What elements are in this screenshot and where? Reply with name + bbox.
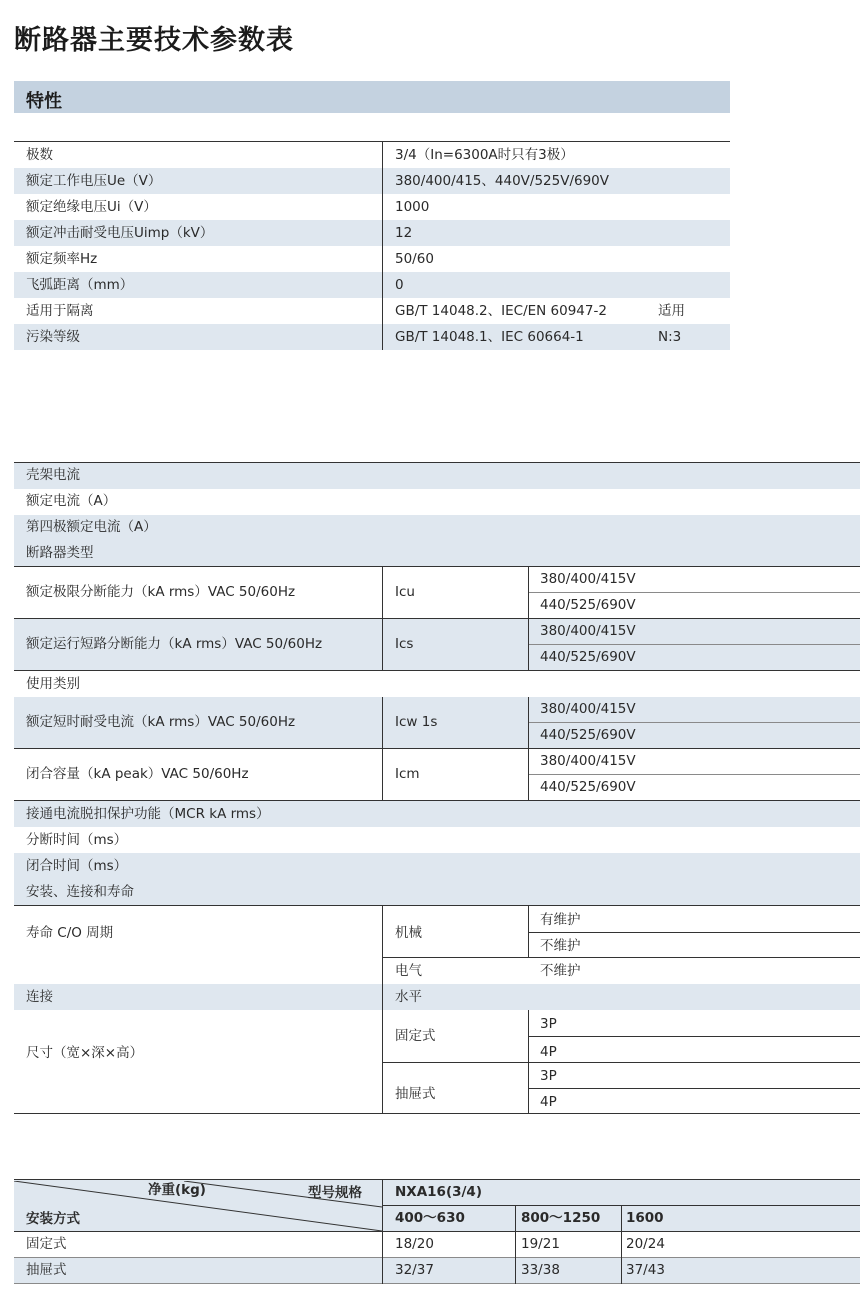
range-2: 800～1250	[521, 1210, 601, 1226]
section-header-band	[14, 81, 730, 113]
spec-label: 额定工作电压Ue（V）	[26, 173, 162, 189]
model-spec-label: 型号规格	[308, 1185, 362, 1201]
icw-voltage-b: 440/525/690V	[540, 727, 636, 743]
electrical-no-maintenance: 不维护	[540, 963, 581, 979]
usage-category-label: 使用类别	[26, 676, 80, 692]
drawout-weight-1: 32/37	[395, 1262, 434, 1278]
section-title: 特性	[26, 91, 62, 112]
fixed-weight-2: 19/21	[521, 1236, 560, 1252]
fixed-weight-3: 20/24	[626, 1236, 665, 1252]
icw-code: Icw 1s	[395, 714, 438, 730]
spec-value: 50/60	[395, 251, 434, 267]
install-method-label: 安装方式	[26, 1211, 80, 1227]
ics-voltage-b: 440/525/690V	[540, 649, 636, 665]
icu-voltage-b: 440/525/690V	[540, 597, 636, 613]
spec-extra: 适用	[658, 303, 685, 319]
range-1: 400～630	[395, 1210, 465, 1226]
spec-value: 12	[395, 225, 413, 241]
close-time-label: 闭合时间（ms）	[26, 858, 128, 874]
icw-voltage-a: 380/400/415V	[540, 701, 636, 717]
spec-extra: N:3	[658, 329, 682, 345]
ics-code: Ics	[395, 636, 414, 652]
fixed-4p: 4P	[540, 1044, 557, 1060]
spec-value: GB/T 14048.1、IEC 60664-1	[395, 329, 584, 345]
drawout-row-label: 抽屉式	[26, 1262, 67, 1278]
mechanical-label: 机械	[395, 925, 422, 941]
range-3: 1600	[626, 1210, 664, 1226]
spec-value: 0	[395, 277, 404, 293]
frame-current-label: 壳架电流	[26, 467, 80, 483]
icm-voltage-a: 380/400/415V	[540, 753, 636, 769]
model-name: NXA16(3/4)	[395, 1184, 482, 1200]
page-title: 断路器主要技术参数表	[14, 25, 294, 56]
spec-value: 3/4（In=6300A时只有3极）	[395, 147, 574, 163]
ics-label: 额定运行短路分断能力（kA rms）VAC 50/60Hz	[26, 636, 323, 652]
drawout-4p: 4P	[540, 1094, 557, 1110]
with-maintenance: 有维护	[540, 912, 581, 928]
drawout-weight-3: 37/43	[626, 1262, 665, 1278]
drawout-3p: 3P	[540, 1068, 557, 1084]
icu-voltage-a: 380/400/415V	[540, 571, 636, 587]
spec-label: 极数	[26, 147, 53, 163]
mcr-label: 接通电流脱扣保护功能（MCR kA rms）	[26, 806, 270, 822]
icu-code: Icu	[395, 584, 415, 600]
spec-value: GB/T 14048.2、IEC/EN 60947-2	[395, 303, 607, 319]
fixed-row-label: 固定式	[26, 1236, 67, 1252]
net-weight-label: 净重(kg)	[148, 1182, 206, 1198]
icm-voltage-b: 440/525/690V	[540, 779, 636, 795]
spec-value: 1000	[395, 199, 430, 215]
fixed-3p: 3P	[540, 1016, 557, 1032]
icu-label: 额定极限分断能力（kA rms）VAC 50/60Hz	[26, 584, 296, 600]
spec-label: 额定频率Hz	[26, 251, 98, 267]
rated-current-label: 额定电流（A）	[26, 493, 117, 509]
electrical-label: 电气	[395, 963, 422, 979]
spec-label: 污染等级	[26, 329, 80, 345]
fixed-label: 固定式	[395, 1028, 436, 1044]
spec-value: 380/400/415、440V/525V/690V	[395, 173, 610, 189]
drawout-weight-2: 33/38	[521, 1262, 560, 1278]
spec-label: 额定冲击耐受电压Uimp（kV）	[26, 225, 214, 241]
ics-voltage-a: 380/400/415V	[540, 623, 636, 639]
life-label: 寿命 C/O 周期	[26, 925, 114, 941]
connection-label: 连接	[26, 989, 53, 1005]
spec-label: 飞弧距离（mm）	[26, 277, 134, 293]
without-maintenance: 不维护	[540, 938, 581, 954]
spec-label: 适用于隔离	[26, 303, 94, 319]
horizontal-value: 水平	[395, 989, 422, 1005]
icm-label: 闭合容量（kA peak）VAC 50/60Hz	[26, 766, 249, 782]
fixed-weight-1: 18/20	[395, 1236, 434, 1252]
break-time-label: 分断时间（ms）	[26, 832, 128, 848]
breaker-type-label: 断路器类型	[26, 545, 94, 561]
install-section-label: 安装、连接和寿命	[26, 884, 134, 900]
icw-label: 额定短时耐受电流（kA rms）VAC 50/60Hz	[26, 714, 296, 730]
fourth-pole-current-label: 第四极额定电流（A）	[26, 519, 157, 535]
spec-label: 额定绝缘电压Ui（V）	[26, 199, 157, 215]
icm-code: Icm	[395, 766, 420, 782]
drawout-label: 抽屉式	[395, 1086, 436, 1102]
dimensions-label: 尺寸（宽×深×高）	[26, 1045, 144, 1061]
